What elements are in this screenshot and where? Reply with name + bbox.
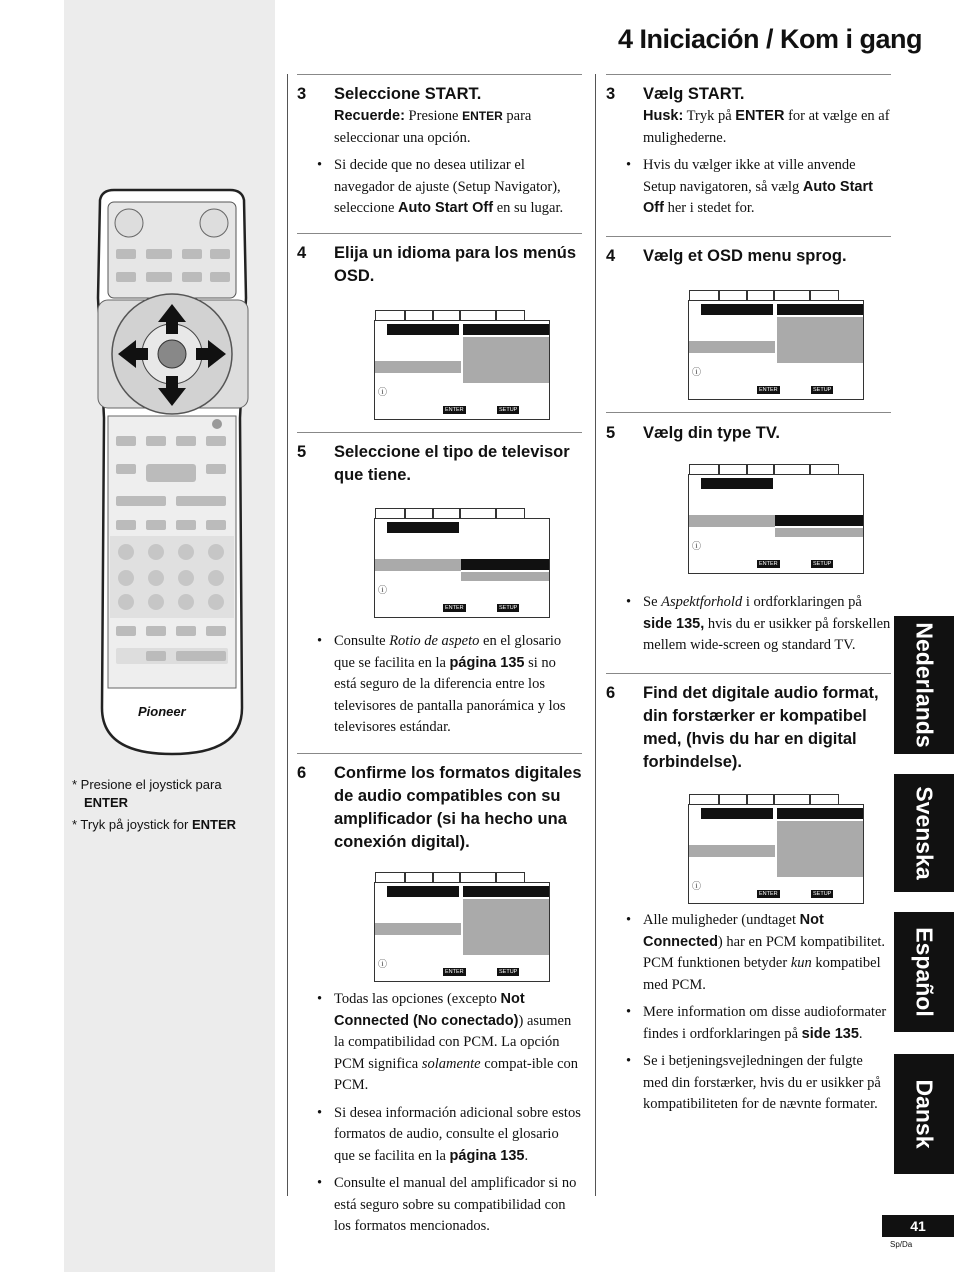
es-step-3-bullet: • Si decide que no desea utilizar el navegador de ajuste (Setup Navigator), seleccione Auto Start Off en su lugar. xyxy=(334,155,582,220)
da-step-6: 6 Find det digitale audio format, din forstærker er kompatibel med, (hvis du har en digital forbindelse). xyxy=(606,684,879,771)
es-step-6-bullet-3: • Consulte el manual del amplificador si no está seguro sobre su compatibilidad con los formatos mencionados. xyxy=(334,1173,582,1238)
da-step-5: 5 Vælg din type TV. xyxy=(606,424,780,442)
osd-screen-audio-format: ⓘ ENTER SETUP xyxy=(374,882,550,982)
joystick-note-es: * Presione el joystick para ENTER xyxy=(72,777,222,810)
es-step-6-bullet-1: • Todas las opciones (excepto Not Connected (No conectado)) asumen la compatibilidad con PCM. La opción PCM significa solamente compat-ible con PCM. xyxy=(334,989,582,1097)
da-step-3-body: Husk: Tryk på ENTER for at vælge en af mulighederne. xyxy=(643,108,890,146)
es-step-6: 6 Confirme los formatos digitales de audio compatibles con su amplificador (si ha hecho una conexión digital). xyxy=(297,764,582,851)
es-step-3: 3 Seleccione START. xyxy=(297,85,482,103)
es-step-4: 4 Elija un idioma para los menús OSD. xyxy=(297,244,577,285)
da-step-6-bullet-2: • Mere information om disse audioformater findes i ordforklaringen på side 135. xyxy=(643,1002,891,1045)
joystick-note-da: * Tryk på joystick for ENTER xyxy=(72,817,236,832)
es-step-6-bullet-2: • Si desea información adicional sobre estos formatos de audio, consulte el glosario que se facilita en la página 135. xyxy=(334,1103,582,1168)
column-separator xyxy=(287,74,288,1196)
side-tab-espanol[interactable]: Español xyxy=(894,912,954,1032)
da-step-5-bullet: • Se Aspektforhold i ordforklaringen på side 135, hvis du er usikker på forskellen mellem wide-screen og standard TV. xyxy=(643,592,891,657)
osd-screen-language: ⓘ ENTER SETUP xyxy=(374,320,550,420)
da-step-6-bullet-1: • Alle muligheder (undtaget Not Connected) har en PCM kompatibilitet. PCM funktionen betyder kun kompatibel med PCM. xyxy=(643,910,891,996)
es-step-5: 5 Seleccione el tipo de televisor que tiene. xyxy=(297,443,570,484)
remote-brand-logo: Pioneer xyxy=(138,704,186,719)
da-step-6-bullet-3: • Se i betjeningsvejledningen der fulgte med din forstærker, hvis du er usikker på kompatibiliteten for de nævnte formater. xyxy=(643,1051,891,1116)
danish-column xyxy=(606,74,891,220)
page-title: 4 Iniciación / Kom i gang xyxy=(617,24,922,54)
osd-screen-tv-type-da: ⓘ ENTER SETUP xyxy=(688,474,864,574)
spanish-column xyxy=(297,74,582,220)
da-step-3-bullet: • Hvis du vælger ikke at ville anvende Setup navigatoren, så vælg Auto Start Off her i stedet for. xyxy=(643,155,891,220)
column-separator xyxy=(595,74,596,1196)
remote-control-illustration xyxy=(94,188,250,758)
es-step-5-bullet: • Consulte Rotio de aspeto en el glosario que se facilita en la página 135 si no está seguro de la diferencia entre los televisores de pantalla panorámica y los televisores estándar. xyxy=(334,631,582,739)
es-step-3-body: Recuerde: Presione ENTER para seleccionar una opción. xyxy=(334,108,532,146)
side-tab-dansk[interactable]: Dansk xyxy=(894,1054,954,1174)
side-tab-svenska[interactable]: Svenska xyxy=(894,774,954,892)
osd-screen-audio-format-da: ⓘ ENTER SETUP xyxy=(688,804,864,904)
osd-screen-tv-type: ⓘ ENTER SETUP xyxy=(374,518,550,618)
da-step-4: 4 Vælg et OSD menu sprog. xyxy=(606,247,847,265)
page-number: 41 xyxy=(882,1215,954,1237)
osd-screen-language-da: ⓘ ENTER SETUP xyxy=(688,300,864,400)
da-step-3: 3 Vælg START. xyxy=(606,85,745,103)
side-tab-nederlands[interactable]: Nederlands xyxy=(894,616,954,754)
page-code: Sp/Da xyxy=(890,1240,913,1249)
